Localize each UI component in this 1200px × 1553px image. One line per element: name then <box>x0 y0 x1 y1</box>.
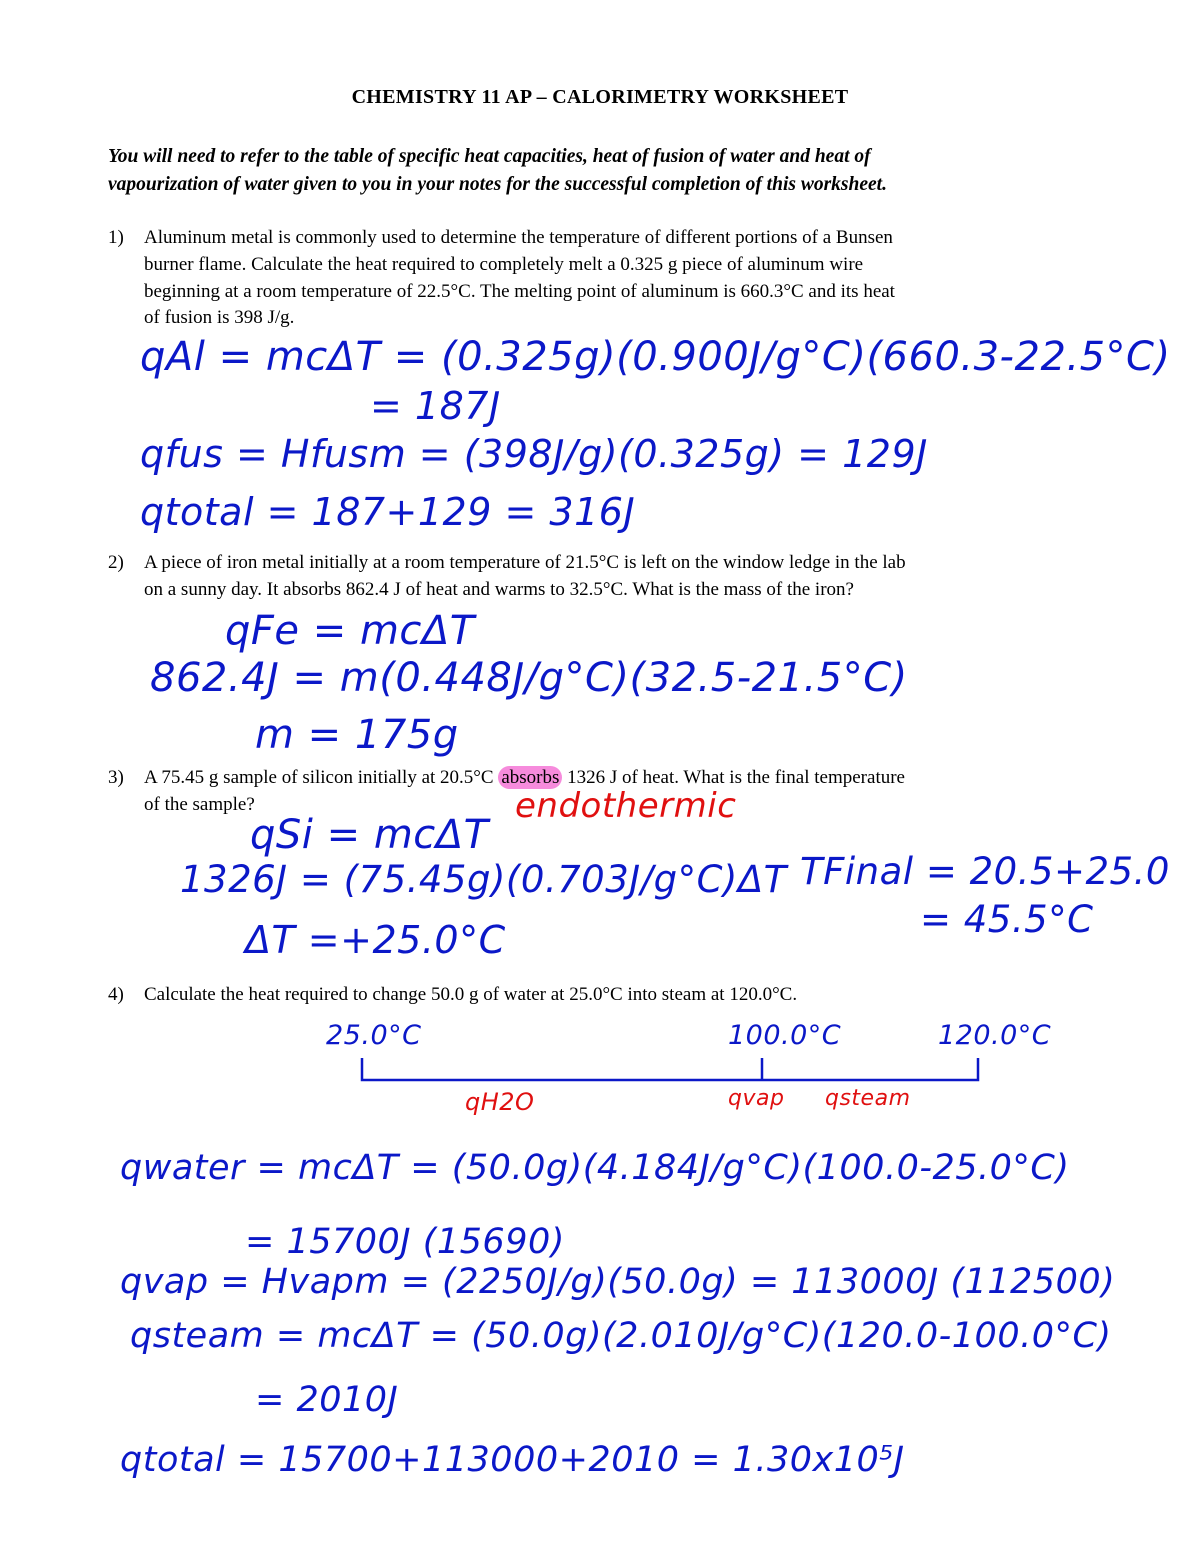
q4-work-line-5: = 2010J <box>255 1380 399 1420</box>
q1-work-line-4: qtotal = 187+129 = 316J <box>140 490 636 534</box>
t-final-line-1: TFinal = 20.5+25.0 <box>800 850 1170 893</box>
question-1-number: 1) <box>108 227 124 248</box>
instructions-line-2: vapourization of water given to you in your notes for the successful completion of this worksheet. <box>108 174 887 195</box>
page-title: CHEMISTRY 11 AP – CALORIMETRY WORKSHEET <box>351 86 849 108</box>
q3-work-line-1: qSi = mcΔT <box>250 812 489 858</box>
segment-q-vap: qvap <box>728 1086 785 1111</box>
q2-work-line-2: 862.4J = m(0.448J/g°C)(32.5-21.5°C) <box>150 655 908 701</box>
question-4-line-1: Calculate the heat required to change 50.0 g of water at 25.0°C into steam at 120.0°C. <box>144 984 798 1005</box>
question-3-number: 3) <box>108 767 124 788</box>
segment-q-steam: qsteam <box>825 1086 911 1111</box>
question-2-line-2: on a sunny day. It absorbs 862.4 J of heat and warms to 32.5°C. What is the mass of the iron? <box>144 579 854 600</box>
question-2-number: 2) <box>108 552 124 573</box>
q3-work-line-3: ΔT =+25.0°C <box>245 918 506 962</box>
q3-work-line-2: 1326J = (75.45g)(0.703J/g°C)ΔT <box>180 858 787 901</box>
q1-work-line-2: = 187J <box>370 384 501 428</box>
temp-label-start: 25.0°C <box>326 1020 422 1051</box>
question-1-line-1: Aluminum metal is commonly used to determine the temperature of different portions of a Bunsen <box>144 227 893 248</box>
q2-work-line-3: m = 175g <box>255 712 459 758</box>
t-final-line-2: = 45.5°C <box>920 898 1094 941</box>
endothermic-note: endothermic <box>515 786 737 826</box>
q1-work-line-3: qfus = Hfusm = (398J/g)(0.325g) = 129J <box>140 432 928 476</box>
temp-label-end: 120.0°C <box>938 1020 1052 1051</box>
q1-work-line-1: qAl = mcΔT = (0.325g)(0.900J/g°C)(660.3-22.5°C) <box>140 334 1171 380</box>
question-3-text-b: 1326 J of heat. What is the final temperature <box>567 767 905 788</box>
question-1-line-3: beginning at a room temperature of 22.5°C. The melting point of aluminum is 660.3°C and its heat <box>144 281 895 302</box>
absorbs-highlight: absorbs <box>498 766 562 789</box>
question-1-line-4: of fusion is 398 J/g. <box>144 307 295 328</box>
temp-label-boiling: 100.0°C <box>728 1020 842 1051</box>
question-2-line-1: A piece of iron metal initially at a room temperature of 21.5°C is left on the window ledge in the lab <box>144 552 906 573</box>
q4-work-line-3: qvap = Hvapm = (2250J/g)(50.0g) = 113000J (112500) <box>120 1262 1116 1302</box>
question-3-text-a: A 75.45 g sample of silicon initially at 20.5°C <box>144 767 494 788</box>
question-1-line-2: burner flame. Calculate the heat required to completely melt a 0.325 g piece of aluminum wire <box>144 254 864 275</box>
q4-work-line-4: qsteam = mcΔT = (50.0g)(2.010J/g°C)(120.0-100.0°C) <box>130 1316 1112 1356</box>
q2-work-line-1: qFe = mcΔT <box>225 608 475 654</box>
q4-work-line-2: = 15700J (15690) <box>245 1222 565 1262</box>
q4-work-line-6: qtotal = 15700+113000+2010 = 1.30x10⁵J <box>120 1440 905 1480</box>
question-3-line-2: of the sample? <box>144 794 255 815</box>
segment-q-h2o: qH2O <box>465 1088 535 1116</box>
instructions-line-1: You will need to refer to the table of specific heat capacities, heat of fusion of water and heat of <box>108 146 871 167</box>
q4-work-line-1: qwater = mcΔT = (50.0g)(4.184J/g°C)(100.0-25.0°C) <box>120 1148 1070 1188</box>
question-4-number: 4) <box>108 984 124 1005</box>
timeline-bracket <box>362 1058 978 1080</box>
